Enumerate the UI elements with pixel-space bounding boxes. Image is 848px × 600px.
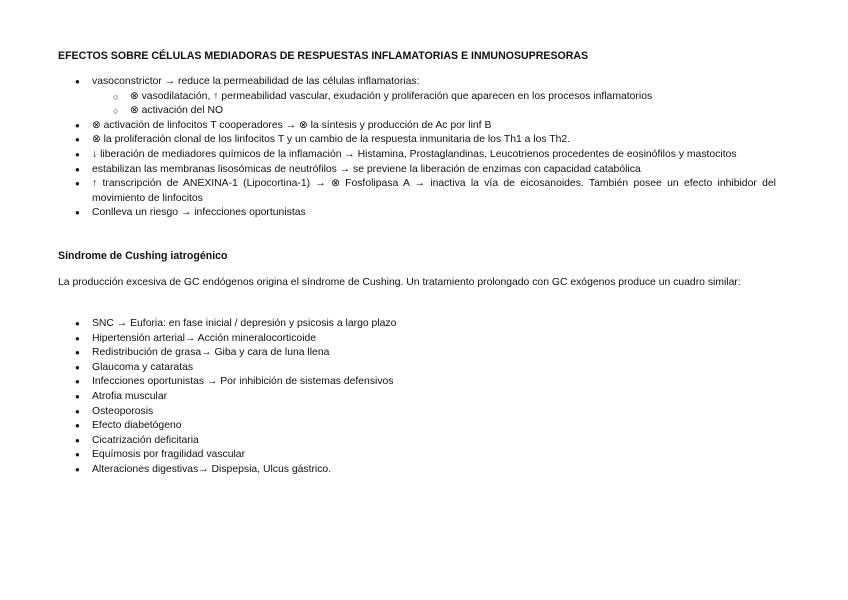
list-item: ● Conlleva un riesgo → infecciones oportunistas [58,206,776,221]
list-item: ● ↓ liberación de mediadores químicos de la inflamación → Histamina, Prostaglandinas, Leucotrienos procedentes de eosinófilos y mastocitos [58,148,776,163]
page-title: EFECTOS SOBRE CÉLULAS MEDIADORAS DE RESPUESTAS INFLAMATORIAS E INMUNOSUPRESORAS [58,50,589,62]
list-item: ● Osteoporosis [58,405,776,420]
effects-list [58,75,776,221]
list-item: ● Alteraciones digestivas→ Dispepsia, Ulcus gástrico. [58,463,776,478]
list-item: ● estabilizan las membranas lisosómicas de neutrófilos → se previene la liberación de enzimas con capacidad catabólica [58,163,776,178]
sub-list-item: ○ ⊗ vasodilatación, ↑ permeabilidad vascular, exudación y proliferación que aparecen en los procesos inflamatorios [58,90,776,105]
sub-list-item: ○ ⊗ activación del NO [58,104,776,119]
list-item: ● Atrofia muscular [58,390,776,405]
list-item: ● Redistribución de grasa→ Giba y cara de luna llena [58,346,776,361]
list-item: ● ⊗ la proliferación clonal de los linfocitos T y un cambio de la respuesta inmunitaria de los Th1 a los Th2. [58,133,776,148]
list-item: ● Cicatrización deficitaria [58,434,776,449]
list-item: ● Equímosis por fragilidad vascular [58,448,776,463]
cushing-list [58,317,776,478]
list-item: ● Efecto diabetógeno [58,419,776,434]
list-item: ● ⊗ activación de linfocitos T cooperadores → ⊗ la síntesis y producción de Ac por linf B [58,119,776,134]
list-item: ● Infecciones oportunistas → Por inhibición de sistemas defensivos [58,375,776,390]
section-paragraph: La producción excesiva de GC endógenos origina el síndrome de Cushing. Un tratamiento prolongado con GC exógenos produce un cuadro similar: [58,277,741,288]
list-item: ● SNC → Euforia: en fase inicial / depresión y psicosis a largo plazo [58,317,776,332]
list-item: ● Glaucoma y cataratas [58,361,776,376]
list-item: ● ↑ transcripción de ANEXINA-1 (Lipocortina-1) → ⊗ Fosfolipasa A → inactiva la vía de eicosanoides. También posee un efecto inhibidor del movimiento de linfocitos [58,177,776,206]
section-heading: Síndrome de Cushing iatrogénico [58,250,228,262]
list-item: ● Hipertensión arterial→ Acción mineralocorticoide [58,332,776,347]
list-item: ● vasoconstrictor → reduce la permeabilidad de las células inflamatorias: [58,75,776,90]
